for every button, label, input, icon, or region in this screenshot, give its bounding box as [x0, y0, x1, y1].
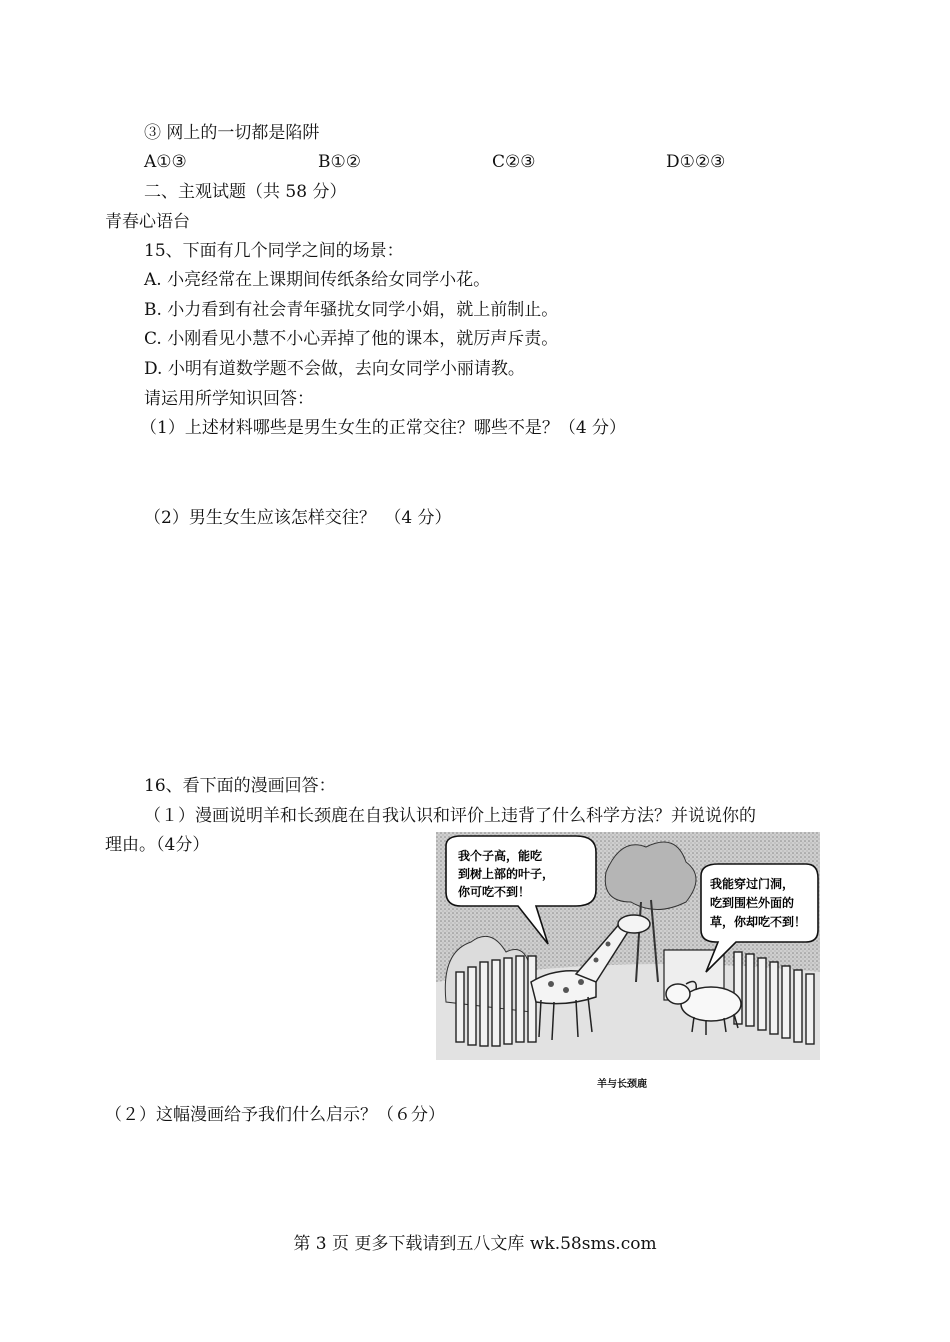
subsection-title: 青春心语台	[105, 212, 190, 232]
question-15-c: C. 小刚看见小慧不小心弄掉了他的课本，就厉声斥责。	[144, 329, 559, 349]
question-15-d: D. 小明有道数学题不会做，去向女同学小丽请教。	[144, 359, 525, 379]
question-15-a: A. 小亮经常在上课期间传纸条给女同学小花。	[144, 270, 491, 290]
page-footer: 第 3 页 更多下载请到五八文库 wk.58sms.com	[293, 1234, 657, 1254]
option-c: C②③	[492, 152, 536, 172]
cartoon-caption: 羊与长颈鹿	[597, 1079, 647, 1090]
item-3: ③ 网上的一切都是陷阱	[144, 123, 320, 143]
question-16-part-2: （２）这幅漫画给予我们什么启示？（６分）	[105, 1105, 445, 1125]
question-15-part-1: （1）上述材料哪些是男生女生的正常交往？哪些不是？（4 分）	[140, 418, 627, 438]
option-b: B①②	[318, 152, 361, 172]
question-15-b: B. 小力看到有社会青年骚扰女同学小娟，就上前制止。	[144, 300, 559, 320]
left-bubble-line-3: 你可吃不到！	[458, 885, 531, 899]
sheep-giraffe-cartoon	[436, 832, 820, 1060]
question-15-part-2: （2）男生女生应该怎样交往？ （4 分）	[144, 508, 452, 528]
question-15: 15、下面有几个同学之间的场景：	[144, 241, 404, 261]
question-16: 16、看下面的漫画回答：	[144, 776, 336, 796]
option-d: D①②③	[666, 152, 726, 172]
question-15-prompt: 请运用所学知识回答：	[144, 389, 314, 409]
right-bubble-line-3: 草，你却吃不到！	[710, 915, 807, 929]
left-bubble-line-2: 到树上部的叶子，	[458, 867, 555, 881]
right-bubble-line-1: 我能穿过门洞，	[710, 877, 795, 891]
question-16-part-1: （１）漫画说明羊和长颈鹿在自我认识和评价上违背了什么科学方法？并说说你的	[144, 806, 756, 826]
left-bubble-line-1: 我个子高，能吃	[458, 849, 543, 863]
right-bubble-line-2: 吃到围栏外面的	[710, 896, 795, 910]
section-heading: 二、主观试题（共 58 分）	[144, 182, 347, 202]
option-a: A①③	[144, 152, 187, 172]
question-16-part-1-cont: 理由。（4分）	[105, 835, 210, 855]
